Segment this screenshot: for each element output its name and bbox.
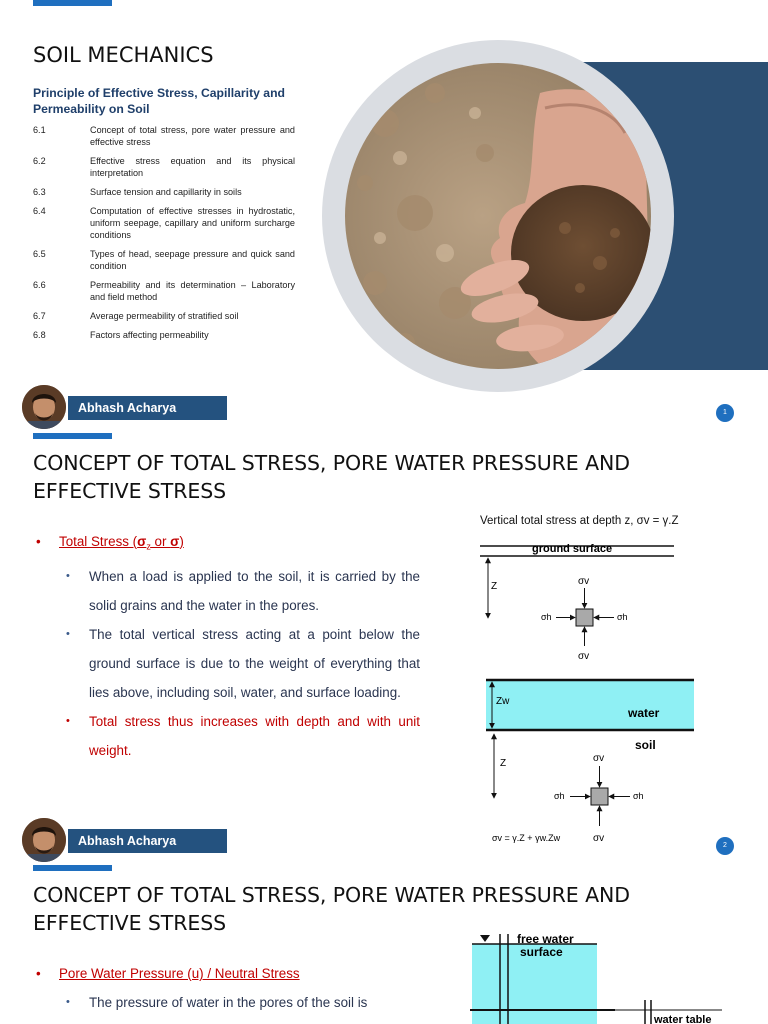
accent-bar bbox=[33, 0, 112, 6]
toc-item: 6.2 Effective stress equation and its physical interpretation bbox=[33, 156, 295, 178]
free-water-label: free water bbox=[517, 932, 574, 946]
slide-subtitle: Principle of Effective Stress, Capillarity and Permeability on Soil bbox=[33, 86, 285, 116]
page-number: 1 bbox=[716, 404, 734, 422]
figure-caption: Vertical total stress at depth z, σv = γ.Z bbox=[480, 515, 679, 527]
toc-item: 6.7 Average permeability of stratified soil bbox=[33, 311, 239, 321]
surface-label: surface bbox=[520, 945, 563, 959]
ground-surface-label: ground surface bbox=[532, 543, 613, 555]
formula: σv = γ.Z + γw.Zw bbox=[492, 833, 561, 843]
accent-bar bbox=[33, 865, 112, 871]
svg-text:σh: σh bbox=[633, 791, 644, 801]
toc-item: 6.1 Concept of total stress, pore water pressure and effective stress bbox=[33, 125, 295, 147]
slide-3 bbox=[0, 864, 768, 1024]
accent-bar bbox=[33, 433, 112, 439]
bullet-item: • The pressure of water in the pores of the soil is bbox=[66, 995, 368, 1010]
svg-text:σv: σv bbox=[578, 576, 590, 587]
bullet-list bbox=[36, 959, 420, 1017]
svg-text:σh: σh bbox=[554, 791, 565, 801]
slide-title: SOIL MECHANICS bbox=[33, 43, 214, 67]
bullet-item: • The total vertical stress acting at a point below the ground surface is due to the weight of everything that lies above, including soil, water, and surface loading. bbox=[66, 626, 420, 700]
bullet-heading: • Total Stress ($\sigma_z$ or σ) bbox=[36, 534, 184, 552]
toc-item: 6.6 Permeability and its determination – Laboratory and field method bbox=[33, 280, 295, 302]
author-name: Abhash Acharya bbox=[68, 829, 227, 853]
water-table-label: water table bbox=[654, 1014, 712, 1024]
toc-item: 6.8 Factors affecting permeability bbox=[33, 330, 209, 340]
total-stress-diagram bbox=[470, 506, 710, 851]
author-name: Abhash Acharya bbox=[68, 396, 227, 420]
table-of-contents bbox=[33, 124, 295, 348]
pore-pressure-diagram bbox=[470, 932, 740, 1024]
bullet-heading: • Pore Water Pressure (u) / Neutral Stress bbox=[36, 966, 300, 981]
toc-item: 6.5 Types of head, seepage pressure and quick sand condition bbox=[33, 249, 295, 271]
bullet-list bbox=[36, 527, 420, 765]
svg-text:σh: σh bbox=[617, 612, 628, 622]
slide-1 bbox=[0, 0, 768, 432]
toc-item: 6.4 Computation of effective stresses in hydrostatic, uniform seepage, capillary and uniform surcharge conditions bbox=[33, 206, 295, 240]
svg-text:σv: σv bbox=[593, 833, 605, 844]
slide-2 bbox=[0, 432, 768, 864]
water-layer bbox=[486, 680, 694, 730]
author-avatar bbox=[22, 818, 66, 862]
svg-text:Z: Z bbox=[500, 758, 507, 769]
bullet-item-highlight: • Total stress thus increases with depth and with unit weight. bbox=[66, 713, 420, 758]
author-avatar bbox=[22, 385, 66, 429]
soil-label: soil bbox=[635, 738, 656, 752]
slide-title: CONCEPT OF TOTAL STRESS, PORE WATER PRESSURE AND EFFECTIVE STRESS bbox=[33, 451, 630, 503]
depth-z-label: Z bbox=[491, 581, 498, 592]
water-label: water bbox=[628, 706, 660, 720]
svg-text:σv: σv bbox=[578, 651, 590, 662]
page-number: 2 bbox=[716, 837, 734, 855]
svg-text:Zw: Zw bbox=[496, 696, 510, 707]
svg-text:σh: σh bbox=[541, 612, 552, 622]
soil-in-hands-photo bbox=[345, 63, 651, 369]
slide-title: CONCEPT OF TOTAL STRESS, PORE WATER PRESSURE AND EFFECTIVE STRESS bbox=[33, 883, 630, 935]
svg-text:σv: σv bbox=[593, 753, 605, 764]
toc-item: 6.3 Surface tension and capillarity in soils bbox=[33, 187, 242, 197]
bullet-item: • When a load is applied to the soil, it is carried by the solid grains and the water in the pores. bbox=[66, 568, 420, 613]
soil-element bbox=[576, 609, 593, 626]
